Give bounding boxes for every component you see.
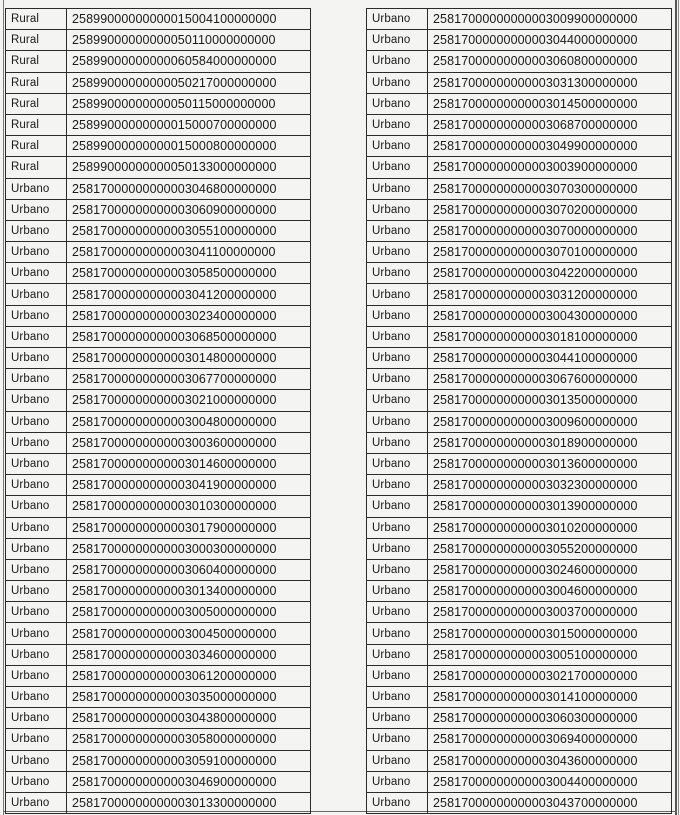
zona-cell: Urbano xyxy=(367,263,428,284)
zona-cell: Urbano xyxy=(6,792,67,813)
zona-cell: Urbano xyxy=(367,305,428,326)
codigo-cell: 25817000000000003031200000000 xyxy=(428,284,672,305)
codigo-cell: 25817000000000003009600000000 xyxy=(428,411,672,432)
table-row xyxy=(367,157,672,178)
zona-cell: Urbano xyxy=(367,792,428,813)
zona-cell: Urbano xyxy=(6,326,67,347)
zona-cell: Urbano xyxy=(367,220,428,241)
codigo-cell: 25817000000000003005000000000 xyxy=(67,602,311,623)
zona-cell: Urbano xyxy=(6,623,67,644)
codigo-cell: 25817000000000003023400000000 xyxy=(67,305,311,326)
table-row xyxy=(367,30,672,51)
table-row xyxy=(6,475,311,496)
table-row xyxy=(367,242,672,263)
zona-cell: Urbano xyxy=(367,453,428,474)
table-row xyxy=(6,220,311,241)
table-row xyxy=(6,623,311,644)
table-row xyxy=(6,411,311,432)
zona-cell: Rural xyxy=(6,114,67,135)
table-row xyxy=(6,114,311,135)
zona-cell: Urbano xyxy=(367,72,428,93)
zona-cell: Urbano xyxy=(6,538,67,559)
codigo-cell: 25899000000000050217000000000 xyxy=(67,72,311,93)
table-row xyxy=(367,432,672,453)
zona-cell: Urbano xyxy=(367,538,428,559)
codigo-cell: 25817000000000003041100000000 xyxy=(67,242,311,263)
table-row xyxy=(6,538,311,559)
table-row xyxy=(6,369,311,390)
zona-cell: Urbano xyxy=(367,623,428,644)
zona-cell: Urbano xyxy=(367,114,428,135)
zona-cell: Urbano xyxy=(367,517,428,538)
zona-cell: Urbano xyxy=(367,242,428,263)
table-row xyxy=(367,348,672,369)
codigo-cell: 25817000000000003041900000000 xyxy=(67,475,311,496)
table-row xyxy=(6,30,311,51)
zona-cell: Urbano xyxy=(6,178,67,199)
table-row xyxy=(6,72,311,93)
codigo-cell: 25817000000000003010200000000 xyxy=(428,517,672,538)
zona-cell: Urbano xyxy=(367,93,428,114)
zona-cell: Urbano xyxy=(6,305,67,326)
zona-cell: Urbano xyxy=(367,496,428,517)
zona-cell: Urbano xyxy=(6,581,67,602)
zona-cell: Urbano xyxy=(367,665,428,686)
table-row xyxy=(367,559,672,580)
codigo-cell: 25817000000000003004400000000 xyxy=(428,771,672,792)
table-row xyxy=(367,199,672,220)
codigo-cell: 25817000000000003058000000000 xyxy=(67,729,311,750)
codigo-cell: 25817000000000003041200000000 xyxy=(67,284,311,305)
table-row xyxy=(367,665,672,686)
table-row xyxy=(6,326,311,347)
table-row xyxy=(367,687,672,708)
codigo-cell: 25817000000000003010300000000 xyxy=(67,496,311,517)
codigo-cell: 25817000000000003003900000000 xyxy=(428,157,672,178)
zona-cell: Rural xyxy=(6,157,67,178)
table-row xyxy=(367,305,672,326)
zona-cell: Urbano xyxy=(367,369,428,390)
table-row xyxy=(6,708,311,729)
zona-cell: Urbano xyxy=(6,750,67,771)
table-row xyxy=(6,792,311,813)
codigo-cell: 25817000000000003004800000000 xyxy=(67,411,311,432)
table-row xyxy=(6,178,311,199)
zona-cell: Urbano xyxy=(367,750,428,771)
zona-cell: Urbano xyxy=(367,729,428,750)
table-row xyxy=(367,326,672,347)
table-row xyxy=(367,136,672,157)
zona-cell: Urbano xyxy=(367,157,428,178)
codigo-cell: 25817000000000003014600000000 xyxy=(67,453,311,474)
table-row xyxy=(6,242,311,263)
table-row xyxy=(367,708,672,729)
zona-cell: Urbano xyxy=(6,453,67,474)
codigo-cell: 25817000000000003013600000000 xyxy=(428,453,672,474)
zona-cell: Urbano xyxy=(367,136,428,157)
table-row xyxy=(6,729,311,750)
table-row xyxy=(6,157,311,178)
zona-cell: Urbano xyxy=(6,559,67,580)
zona-cell: Rural xyxy=(6,72,67,93)
zona-cell: Urbano xyxy=(367,559,428,580)
codigo-cell: 25817000000000003043700000000 xyxy=(428,792,672,813)
codigo-cell: 25817000000000003021700000000 xyxy=(428,665,672,686)
zona-cell: Urbano xyxy=(367,9,428,30)
table-row xyxy=(6,453,311,474)
codigo-cell: 25817000000000003042200000000 xyxy=(428,263,672,284)
table-row xyxy=(367,411,672,432)
codigo-cell: 25817000000000003018900000000 xyxy=(428,432,672,453)
right-table-body xyxy=(367,9,672,814)
table-row xyxy=(367,220,672,241)
codigo-cell: 25817000000000003009900000000 xyxy=(428,9,672,30)
zona-cell: Urbano xyxy=(6,475,67,496)
table-row xyxy=(6,305,311,326)
table-row xyxy=(6,51,311,72)
codigo-cell: 25899000000000015000700000000 xyxy=(67,114,311,135)
zona-cell: Urbano xyxy=(6,729,67,750)
codigo-cell: 25817000000000003013400000000 xyxy=(67,581,311,602)
zona-cell: Urbano xyxy=(6,411,67,432)
table-row xyxy=(367,602,672,623)
table-row xyxy=(367,496,672,517)
codigo-cell: 25817000000000003021000000000 xyxy=(67,390,311,411)
table-row xyxy=(367,729,672,750)
codigo-cell: 25817000000000003015000000000 xyxy=(428,623,672,644)
zona-cell: Urbano xyxy=(367,687,428,708)
codigo-cell: 25817000000000003032300000000 xyxy=(428,475,672,496)
zona-cell: Urbano xyxy=(6,369,67,390)
page-right-edge-outer xyxy=(678,0,679,815)
zona-cell: Urbano xyxy=(367,326,428,347)
codigo-cell: 25817000000000003014100000000 xyxy=(428,687,672,708)
table-row xyxy=(367,178,672,199)
codigo-cell: 25899000000000050115000000000 xyxy=(67,93,311,114)
zona-cell: Urbano xyxy=(6,199,67,220)
table-row xyxy=(6,750,311,771)
codigo-cell: 25817000000000003067700000000 xyxy=(67,369,311,390)
codigo-cell: 25899000000000060584000000000 xyxy=(67,51,311,72)
right-table xyxy=(366,8,672,814)
codigo-cell: 25817000000000003060800000000 xyxy=(428,51,672,72)
codigo-cell: 25817000000000003004500000000 xyxy=(67,623,311,644)
table-row xyxy=(367,623,672,644)
codigo-cell: 25817000000000003060400000000 xyxy=(67,559,311,580)
page-left-edge xyxy=(3,0,4,815)
codigo-cell: 25817000000000003044100000000 xyxy=(428,348,672,369)
codigo-cell: 25817000000000003046900000000 xyxy=(67,771,311,792)
zona-cell: Urbano xyxy=(367,51,428,72)
zona-cell: Urbano xyxy=(6,496,67,517)
codigo-cell: 25817000000000003004300000000 xyxy=(428,305,672,326)
zona-cell: Urbano xyxy=(367,30,428,51)
codigo-cell: 25817000000000003070100000000 xyxy=(428,242,672,263)
table-row xyxy=(6,284,311,305)
codigo-cell: 25817000000000003005100000000 xyxy=(428,644,672,665)
codigo-cell: 25817000000000003024600000000 xyxy=(428,559,672,580)
table-row xyxy=(6,581,311,602)
zona-cell: Urbano xyxy=(367,432,428,453)
zona-cell: Urbano xyxy=(367,771,428,792)
codigo-cell: 25899000000000015000800000000 xyxy=(67,136,311,157)
table-row xyxy=(6,199,311,220)
codigo-cell: 25817000000000003013300000000 xyxy=(67,792,311,813)
zona-cell: Urbano xyxy=(6,602,67,623)
codigo-cell: 25817000000000003068700000000 xyxy=(428,114,672,135)
table-row xyxy=(367,453,672,474)
zona-cell: Urbano xyxy=(367,644,428,665)
left-table xyxy=(5,8,311,814)
table-row xyxy=(367,51,672,72)
page-right-edge xyxy=(675,0,677,815)
table-row xyxy=(6,665,311,686)
zona-cell: Urbano xyxy=(367,199,428,220)
zona-cell: Urbano xyxy=(367,284,428,305)
table-row xyxy=(367,284,672,305)
table-row xyxy=(367,93,672,114)
codigo-cell: 25817000000000003035000000000 xyxy=(67,687,311,708)
zona-cell: Urbano xyxy=(6,665,67,686)
codigo-cell: 25817000000000003060300000000 xyxy=(428,708,672,729)
table-row xyxy=(6,348,311,369)
table-row xyxy=(367,263,672,284)
zona-cell: Urbano xyxy=(367,348,428,369)
codigo-cell: 25817000000000003055100000000 xyxy=(67,220,311,241)
table-row xyxy=(367,792,672,813)
table-row xyxy=(367,9,672,30)
codigo-cell: 25817000000000003017900000000 xyxy=(67,517,311,538)
table-row xyxy=(6,496,311,517)
zona-cell: Urbano xyxy=(6,348,67,369)
zona-cell: Urbano xyxy=(6,284,67,305)
table-row xyxy=(367,114,672,135)
zona-cell: Rural xyxy=(6,9,67,30)
codigo-cell: 25817000000000003058500000000 xyxy=(67,263,311,284)
codigo-cell: 25817000000000003004600000000 xyxy=(428,581,672,602)
table-row xyxy=(6,771,311,792)
codigo-cell: 25817000000000003070000000000 xyxy=(428,220,672,241)
table-row xyxy=(367,475,672,496)
codigo-cell: 25817000000000003049900000000 xyxy=(428,136,672,157)
zona-cell: Urbano xyxy=(6,687,67,708)
table-row xyxy=(6,390,311,411)
codigo-cell: 25817000000000003031300000000 xyxy=(428,72,672,93)
table-row xyxy=(6,93,311,114)
table-row xyxy=(367,750,672,771)
zona-cell: Urbano xyxy=(6,771,67,792)
codigo-cell: 25899000000000050133000000000 xyxy=(67,157,311,178)
codigo-cell: 25817000000000003043800000000 xyxy=(67,708,311,729)
codigo-cell: 25817000000000003059100000000 xyxy=(67,750,311,771)
table-row xyxy=(6,9,311,30)
table-row xyxy=(6,263,311,284)
zona-cell: Rural xyxy=(6,93,67,114)
table-row xyxy=(367,369,672,390)
codigo-cell: 25817000000000003068500000000 xyxy=(67,326,311,347)
zona-cell: Urbano xyxy=(367,390,428,411)
zona-cell: Rural xyxy=(6,136,67,157)
table-row xyxy=(6,136,311,157)
zona-cell: Urbano xyxy=(6,390,67,411)
zona-cell: Urbano xyxy=(6,432,67,453)
codigo-cell: 25817000000000003061200000000 xyxy=(67,665,311,686)
zona-cell: Urbano xyxy=(6,708,67,729)
zona-cell: Urbano xyxy=(367,411,428,432)
table-row xyxy=(6,602,311,623)
codigo-cell: 25817000000000003034600000000 xyxy=(67,644,311,665)
codigo-cell: 25817000000000003060900000000 xyxy=(67,199,311,220)
zona-cell: Urbano xyxy=(367,581,428,602)
codigo-cell: 25817000000000003018100000000 xyxy=(428,326,672,347)
zona-cell: Rural xyxy=(6,30,67,51)
table-row xyxy=(367,538,672,559)
codigo-cell: 25817000000000003000300000000 xyxy=(67,538,311,559)
table-row xyxy=(367,72,672,93)
left-table-body xyxy=(6,9,311,814)
codigo-cell: 25817000000000003014500000000 xyxy=(428,93,672,114)
table-row xyxy=(367,771,672,792)
codigo-cell: 25817000000000003070200000000 xyxy=(428,199,672,220)
table-row xyxy=(6,644,311,665)
zona-cell: Rural xyxy=(6,51,67,72)
codigo-cell: 25817000000000003055200000000 xyxy=(428,538,672,559)
table-row xyxy=(6,517,311,538)
table-row xyxy=(6,687,311,708)
codigo-cell: 25817000000000003046800000000 xyxy=(67,178,311,199)
zona-cell: Urbano xyxy=(6,220,67,241)
codigo-cell: 25817000000000003003600000000 xyxy=(67,432,311,453)
zona-cell: Urbano xyxy=(6,242,67,263)
zona-cell: Urbano xyxy=(367,475,428,496)
codigo-cell: 25899000000000015004100000000 xyxy=(67,9,311,30)
zona-cell: Urbano xyxy=(6,644,67,665)
codigo-cell: 25817000000000003044000000000 xyxy=(428,30,672,51)
zona-cell: Urbano xyxy=(6,517,67,538)
table-row xyxy=(367,517,672,538)
table-row xyxy=(6,559,311,580)
table-row xyxy=(367,390,672,411)
zona-cell: Urbano xyxy=(367,708,428,729)
zona-cell: Urbano xyxy=(367,602,428,623)
table-row xyxy=(367,581,672,602)
codigo-cell: 25817000000000003070300000000 xyxy=(428,178,672,199)
codigo-cell: 25817000000000003043600000000 xyxy=(428,750,672,771)
codigo-cell: 25899000000000050110000000000 xyxy=(67,30,311,51)
codigo-cell: 25817000000000003003700000000 xyxy=(428,602,672,623)
table-row xyxy=(367,644,672,665)
codigo-cell: 25817000000000003013900000000 xyxy=(428,496,672,517)
table-row xyxy=(6,432,311,453)
codigo-cell: 25817000000000003069400000000 xyxy=(428,729,672,750)
codigo-cell: 25817000000000003014800000000 xyxy=(67,348,311,369)
codigo-cell: 25817000000000003013500000000 xyxy=(428,390,672,411)
zona-cell: Urbano xyxy=(6,263,67,284)
zona-cell: Urbano xyxy=(367,178,428,199)
codigo-cell: 25817000000000003067600000000 xyxy=(428,369,672,390)
